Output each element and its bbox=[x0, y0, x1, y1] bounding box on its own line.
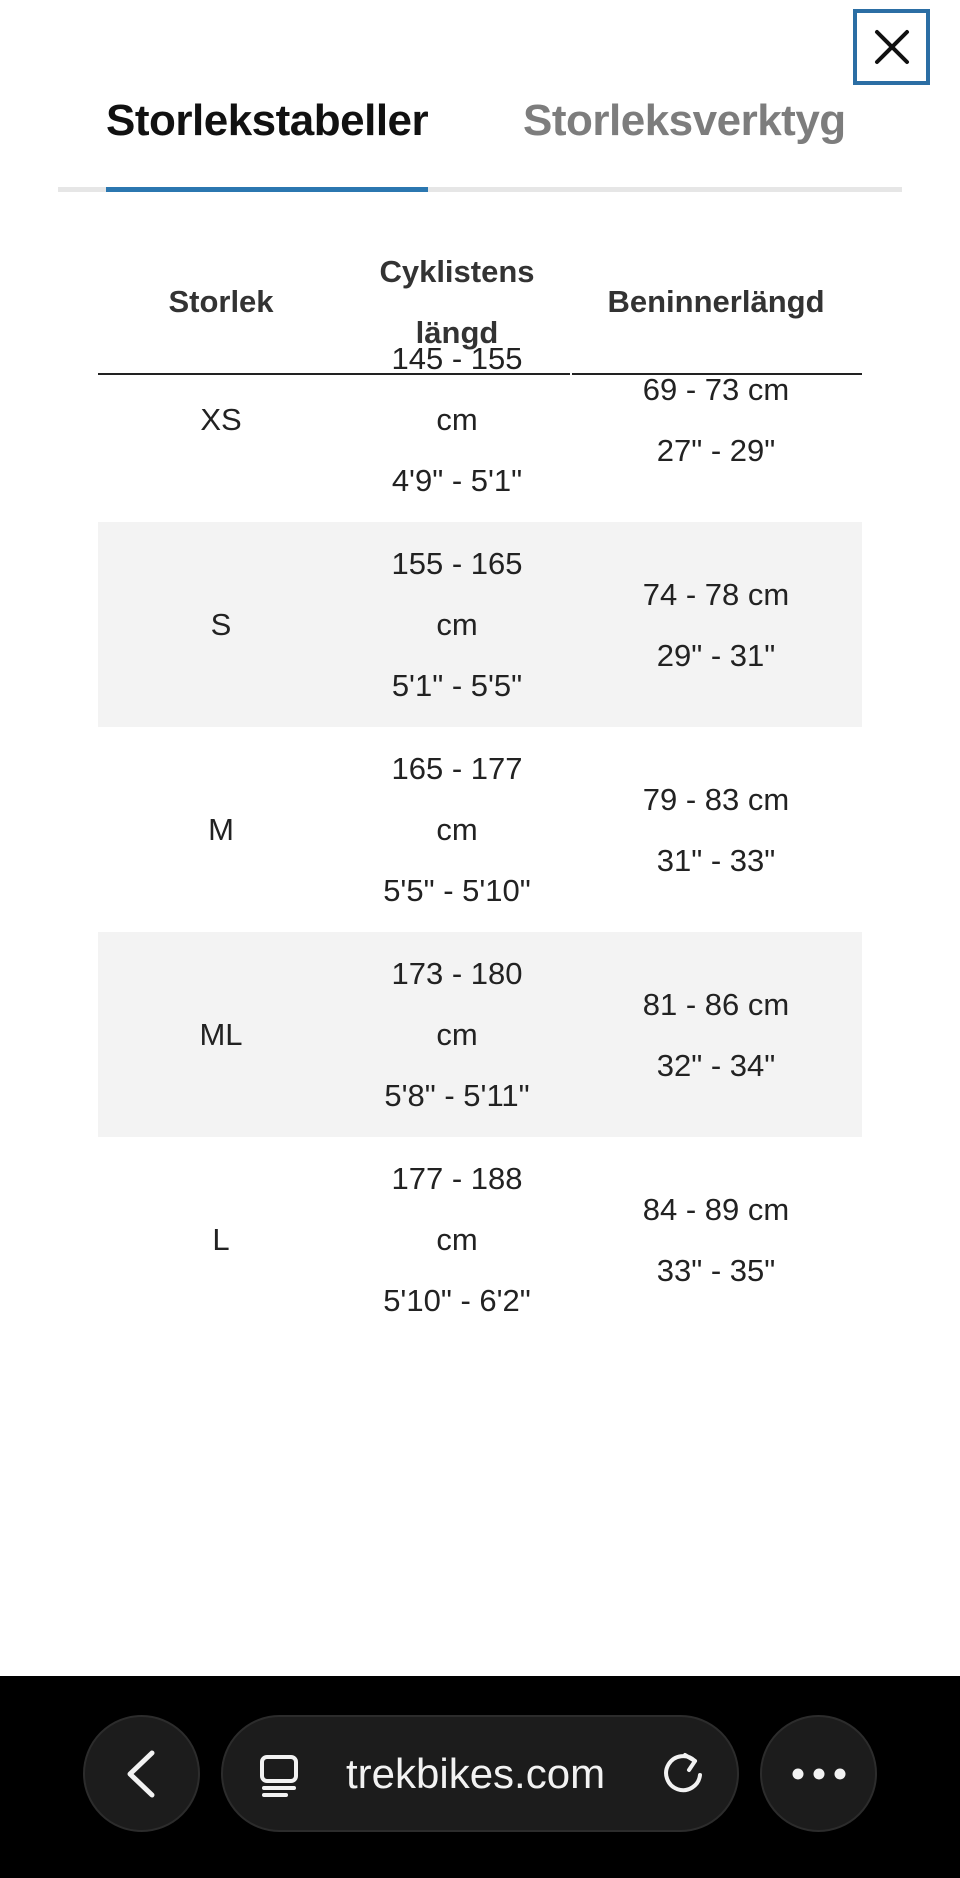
cell-inseam-in: 29" - 31" bbox=[656, 637, 776, 673]
more-button[interactable] bbox=[760, 1715, 877, 1832]
tab-bar bbox=[58, 92, 902, 192]
header-size-label: Storlek bbox=[168, 284, 274, 319]
cell-size-value: M bbox=[208, 812, 234, 847]
cell-height-unit: cm bbox=[436, 1222, 478, 1257]
cell-inseam-in: 33" - 35" bbox=[656, 1252, 776, 1288]
cell-size-value: L bbox=[212, 1222, 230, 1257]
cell-height-ft: 5'8" - 5'11" bbox=[384, 1078, 530, 1113]
cell-height-ft: 5'1" - 5'5" bbox=[391, 668, 523, 703]
cell-height-ft: 5'10" - 6'2" bbox=[383, 1283, 531, 1318]
header-inseam-label: Beninnerlängd bbox=[607, 284, 825, 319]
cell-height-unit: cm bbox=[436, 1017, 478, 1052]
cell-height-cm: 177 - 188 bbox=[391, 1161, 523, 1196]
cell-size bbox=[98, 932, 344, 1137]
tab-size-tool[interactable] bbox=[523, 92, 846, 187]
cell-inseam-cm: 69 - 73 cm bbox=[642, 371, 790, 407]
cell-size bbox=[98, 727, 344, 932]
cell-inseam-cm: 81 - 86 cm bbox=[642, 986, 790, 1022]
table-row bbox=[98, 932, 862, 1137]
cell-inseam-cm: 79 - 83 cm bbox=[642, 781, 790, 817]
cell-inseam bbox=[570, 1137, 862, 1342]
cell-inseam-in: 31" - 33" bbox=[656, 842, 776, 878]
cell-height-unit: cm bbox=[436, 402, 478, 437]
cell-height-unit: cm bbox=[436, 607, 478, 642]
table-rows bbox=[98, 317, 862, 1342]
cell-size bbox=[98, 522, 344, 727]
cell-inseam-cm: 84 - 89 cm bbox=[642, 1191, 790, 1227]
cell-inseam-cm: 74 - 78 cm bbox=[642, 576, 790, 612]
browser-toolbar bbox=[0, 1676, 960, 1878]
reload-icon[interactable] bbox=[661, 1751, 705, 1797]
table-body[interactable] bbox=[98, 341, 862, 1318]
cell-rider-height bbox=[344, 317, 570, 522]
cell-rider-height bbox=[344, 932, 570, 1137]
cell-height-cm: 155 - 165 bbox=[391, 546, 523, 581]
active-tab-indicator bbox=[106, 187, 428, 192]
cell-size bbox=[98, 317, 344, 522]
cell-inseam-in: 27" - 29" bbox=[656, 432, 776, 468]
table-row bbox=[98, 317, 862, 522]
size-table bbox=[98, 230, 862, 1318]
tabs-icon bbox=[259, 1754, 299, 1798]
cell-inseam bbox=[570, 522, 862, 727]
cell-height-unit: cm bbox=[436, 812, 478, 847]
header-rider-height-line1: Cyklistens bbox=[379, 253, 535, 289]
cell-height-cm: 173 - 180 bbox=[391, 956, 523, 991]
cell-inseam-in: 32" - 34" bbox=[656, 1047, 776, 1083]
cell-size bbox=[98, 1137, 344, 1342]
cell-size-value: XS bbox=[200, 402, 242, 437]
tab-size-tool-label: Storleksverktyg bbox=[523, 96, 846, 145]
cell-size-value: S bbox=[210, 607, 232, 642]
header-rider-height-line2: längd bbox=[415, 314, 499, 350]
close-icon bbox=[872, 27, 912, 67]
cell-height-ft: 4'9" - 5'1" bbox=[391, 463, 523, 498]
tab-size-charts-label: Storlekstabeller bbox=[106, 96, 429, 145]
cell-inseam bbox=[570, 317, 862, 522]
cell-height-ft: 5'5" - 5'10" bbox=[383, 873, 531, 908]
cell-height-cm: 145 - 155 bbox=[391, 341, 523, 376]
close-button[interactable] bbox=[853, 9, 930, 85]
cell-rider-height bbox=[344, 522, 570, 727]
chevron-left-icon bbox=[122, 1749, 162, 1799]
cell-height-cm: 165 - 177 bbox=[391, 751, 523, 786]
cell-rider-height bbox=[344, 727, 570, 932]
cell-size-value: ML bbox=[199, 1017, 243, 1052]
cell-rider-height bbox=[344, 1137, 570, 1342]
url-text: trekbikes.com bbox=[346, 1749, 606, 1797]
cell-inseam bbox=[570, 932, 862, 1137]
table-row bbox=[98, 1137, 862, 1342]
more-icon bbox=[791, 1767, 847, 1781]
back-button[interactable] bbox=[83, 1715, 200, 1832]
address-bar[interactable] bbox=[221, 1715, 739, 1832]
cell-inseam bbox=[570, 727, 862, 932]
tab-size-charts[interactable] bbox=[106, 92, 428, 187]
table-row bbox=[98, 522, 862, 727]
table-row bbox=[98, 727, 862, 932]
